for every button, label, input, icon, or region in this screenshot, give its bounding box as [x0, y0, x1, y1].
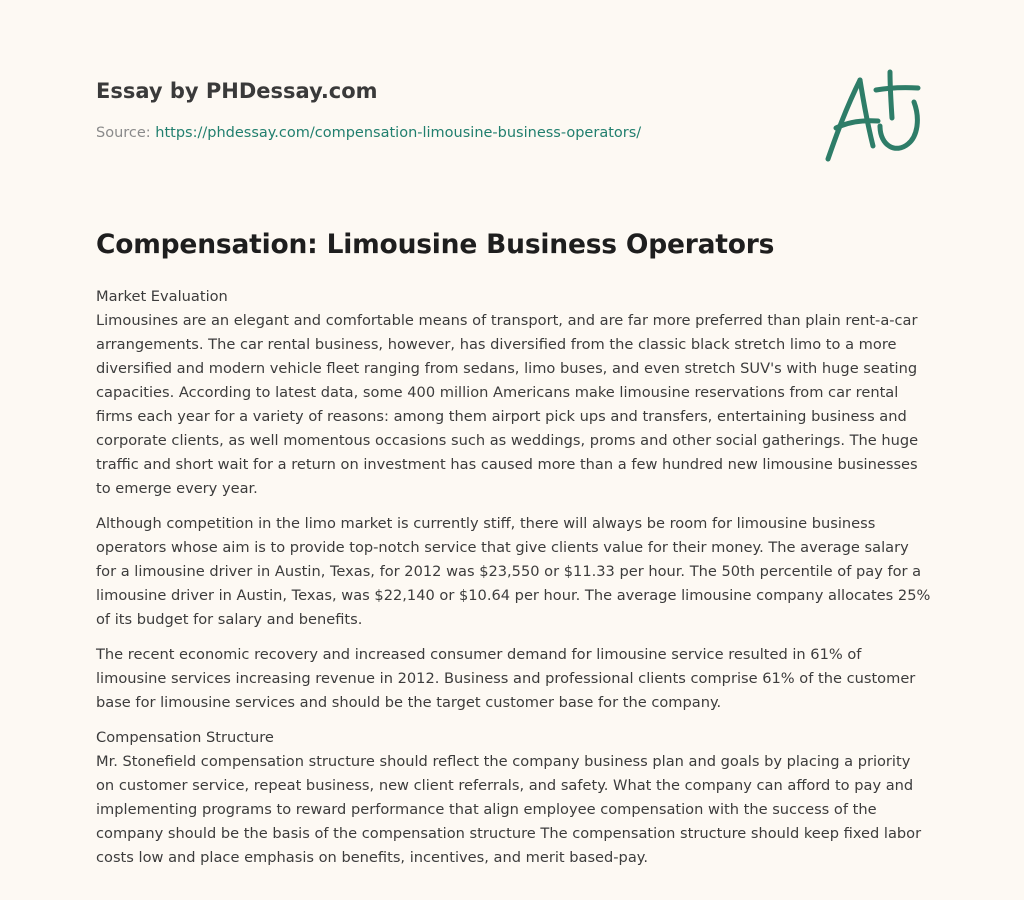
- source-link[interactable]: https://phdessay.com/compensation-limousine-business-operators/: [155, 125, 642, 141]
- section-heading: Market Evaluation: [96, 288, 228, 305]
- a-plus-logo-icon: [818, 66, 930, 166]
- source-line: [96, 123, 641, 143]
- paragraph-text: The recent economic recovery and increased consumer demand for limousine service resulted in 61% of limousine services increasing revenue in 2012. Business and professional clients comprise 61% of the customer base for limousine services and should be the target customer base for the company.: [96, 646, 916, 711]
- paragraph-text: Although competition in the limo market is currently stiff, there will always be room for limousine business operators whose aim is to provide top-notch service that give clients value for their money. The average salary for a limousine driver in Austin, Texas, for 2012 was $23,550 or $11.33 per hour. The 50th percentile of pay for a limousine driver in Austin, Texas, was $22,140 or $10.64 per hour. The average limousine company allocates 25% of its budget for salary and benefits.: [96, 515, 931, 628]
- paragraph-text: Limousines are an elegant and comfortable means of transport, and are far more preferred than plain rent-a-car arrangements. The car rental business, however, has diversified from the classic black stretch limo to a more diversified and modern vehicle fleet ranging from sedans, limo buses, and even stretch SUV's with huge seating capacities. According to latest data, some 400 million Americans make limousine reservations from car rental firms each year for a variety of reasons: among them airport pick ups and transfers, entertaining business and corporate clients, as well momentous occasions such as weddings, proms and other social gatherings. The huge traffic and short wait for a return on investment has caused more than a few hundred new limousine businesses to emerge every year.: [96, 312, 919, 497]
- paragraph-market-evaluation: [96, 285, 932, 501]
- section-heading: Compensation Structure: [96, 729, 274, 746]
- article-body: [96, 285, 932, 881]
- paragraph-compensation-structure: [96, 726, 932, 870]
- paragraph-competition: [96, 512, 932, 632]
- article-title: Compensation: Limousine Business Operators: [96, 229, 775, 260]
- source-label: Source:: [96, 125, 151, 141]
- brand-title: Essay by PHDessay.com: [96, 79, 378, 103]
- paragraph-economic-recovery: [96, 643, 932, 715]
- paragraph-text: Mr. Stonefield compensation structure should reflect the company business plan and goals by placing a priority on customer service, repeat business, new client referrals, and safety. What the company can afford to pay and implementing programs to reward performance that align employee compensation with the success of the company should be the basis of the compensation structure The compensation structure should keep fixed labor costs low and place emphasis on benefits, incentives, and merit based-pay.: [96, 753, 922, 866]
